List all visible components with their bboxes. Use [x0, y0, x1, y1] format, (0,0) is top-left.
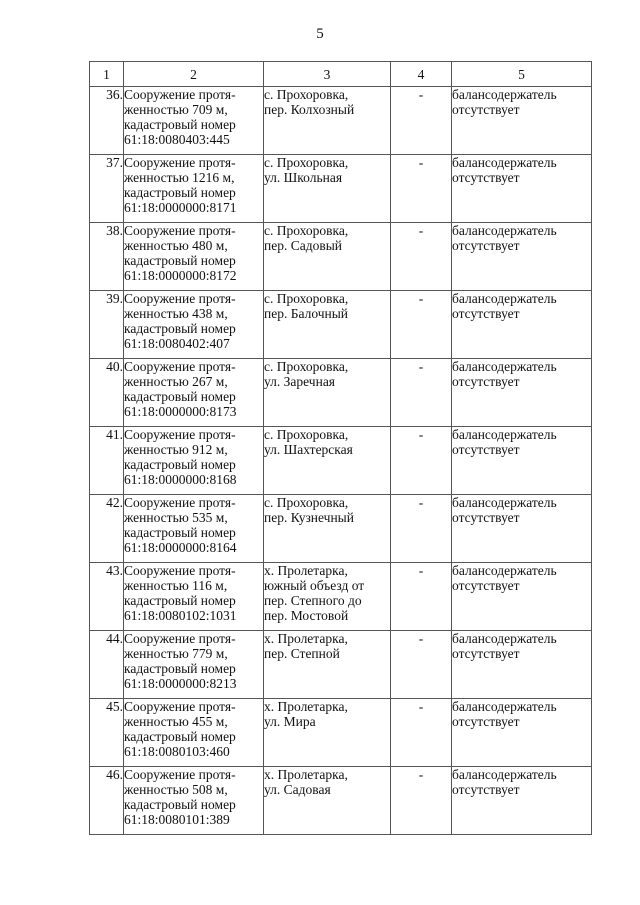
balance-holder	[452, 359, 592, 427]
column-4-value	[391, 427, 452, 495]
object-description	[124, 699, 264, 767]
object-description-text: Сооружение протя- женностью 709 м, кадастровый номер 61:18:0080403:445	[124, 87, 236, 147]
object-description-text: Сооружение протя- женностью 779 м, кадастровый номер 61:18:0000000:8213	[124, 631, 237, 691]
row-number	[90, 495, 124, 563]
column-4-value	[391, 291, 452, 359]
column-4-value-text: -	[418, 223, 424, 238]
balance-holder	[452, 223, 592, 291]
object-description	[124, 359, 264, 427]
column-4-value	[391, 699, 452, 767]
table-row	[90, 767, 592, 835]
object-address-text: с. Прохоровка, пер. Балочный	[264, 291, 349, 321]
object-address	[264, 563, 391, 631]
row-number-text: 44.	[106, 631, 123, 646]
balance-holder	[452, 631, 592, 699]
object-description	[124, 223, 264, 291]
column-header: 5	[452, 62, 592, 87]
row-number-text: 36.	[106, 87, 123, 102]
object-description-text: Сооружение протя- женностью 535 м, кадастровый номер 61:18:0000000:8164	[124, 495, 237, 555]
object-description-text: Сооружение протя- женностью 1216 м, кадастровый номер 61:18:0000000:8171	[124, 155, 237, 215]
property-registry-table	[89, 61, 592, 835]
column-4-value	[391, 223, 452, 291]
object-address	[264, 223, 391, 291]
balance-holder	[452, 699, 592, 767]
balance-holder	[452, 495, 592, 563]
column-4-value	[391, 767, 452, 835]
object-address	[264, 427, 391, 495]
balance-holder-text: балансодержатель отсутствует	[452, 495, 557, 525]
row-number-text: 42.	[106, 495, 123, 510]
table-row	[90, 359, 592, 427]
row-number-text: 39.	[106, 291, 123, 306]
column-4-value	[391, 359, 452, 427]
object-address-text: с. Прохоровка, пер. Колхозный	[264, 87, 355, 117]
column-4-value	[391, 87, 452, 155]
row-number-text: 45.	[106, 699, 123, 714]
table-row	[90, 291, 592, 359]
object-address	[264, 767, 391, 835]
row-number	[90, 427, 124, 495]
balance-holder-text: балансодержатель отсутствует	[452, 699, 557, 729]
column-number-row	[90, 62, 592, 87]
object-description	[124, 767, 264, 835]
table-row	[90, 155, 592, 223]
row-number-text: 41.	[106, 427, 123, 442]
row-number	[90, 291, 124, 359]
column-4-value-text: -	[418, 563, 424, 578]
column-header: 2	[124, 62, 264, 87]
balance-holder	[452, 767, 592, 835]
row-number-text: 40.	[106, 359, 123, 374]
balance-holder-text: балансодержатель отсутствует	[452, 631, 557, 661]
row-number-text: 46.	[106, 767, 123, 782]
object-address	[264, 359, 391, 427]
object-description	[124, 427, 264, 495]
column-4-value-text: -	[418, 359, 424, 374]
object-description-text: Сооружение протя- женностью 912 м, кадастровый номер 61:18:0000000:8168	[124, 427, 237, 487]
object-description-text: Сооружение протя- женностью 508 м, кадастровый номер 61:18:0080101:389	[124, 767, 236, 827]
column-header: 4	[391, 62, 452, 87]
object-address-text: х. Пролетарка, ул. Мира	[264, 699, 348, 729]
object-address	[264, 699, 391, 767]
column-4-value	[391, 155, 452, 223]
object-address	[264, 87, 391, 155]
object-address	[264, 155, 391, 223]
object-address-text: х. Пролетарка, пер. Степной	[264, 631, 348, 661]
row-number-text: 37.	[106, 155, 123, 170]
table-row	[90, 427, 592, 495]
table-row	[90, 495, 592, 563]
balance-holder	[452, 155, 592, 223]
balance-holder	[452, 563, 592, 631]
object-description	[124, 291, 264, 359]
row-number	[90, 631, 124, 699]
balance-holder-text: балансодержатель отсутствует	[452, 155, 557, 185]
row-number	[90, 223, 124, 291]
object-description	[124, 563, 264, 631]
object-description	[124, 495, 264, 563]
object-address-text: х. Пролетарка, ул. Садовая	[264, 767, 348, 797]
column-4-value-text: -	[418, 767, 424, 782]
object-description-text: Сооружение протя- женностью 267 м, кадастровый номер 61:18:0000000:8173	[124, 359, 237, 419]
table-row	[90, 699, 592, 767]
row-number	[90, 563, 124, 631]
object-address-text: с. Прохоровка, пер. Садовый	[264, 223, 349, 253]
object-description	[124, 631, 264, 699]
balance-holder-text: балансодержатель отсутствует	[452, 359, 557, 389]
object-address-text: с. Прохоровка, ул. Школьная	[264, 155, 349, 185]
balance-holder-text: балансодержатель отсутствует	[452, 427, 557, 457]
balance-holder-text: балансодержатель отсутствует	[452, 767, 557, 797]
column-4-value-text: -	[418, 87, 424, 102]
page-number: 5	[316, 26, 324, 42]
row-number-text: 38.	[106, 223, 123, 238]
row-number	[90, 359, 124, 427]
balance-holder	[452, 87, 592, 155]
row-number-text: 43.	[106, 563, 123, 578]
column-header: 1	[90, 62, 124, 87]
object-description-text: Сооружение протя- женностью 438 м, кадастровый номер 61:18:0080402:407	[124, 291, 236, 351]
row-number	[90, 87, 124, 155]
row-number	[90, 699, 124, 767]
balance-holder-text: балансодержатель отсутствует	[452, 563, 557, 593]
row-number	[90, 155, 124, 223]
balance-holder-text: балансодержатель отсутствует	[452, 291, 557, 321]
table-body	[90, 62, 592, 835]
column-4-value	[391, 495, 452, 563]
column-4-value	[391, 563, 452, 631]
column-4-value-text: -	[418, 495, 424, 510]
table-row	[90, 87, 592, 155]
table-row	[90, 563, 592, 631]
balance-holder	[452, 291, 592, 359]
column-4-value-text: -	[418, 291, 424, 306]
balance-holder-text: балансодержатель отсутствует	[452, 87, 557, 117]
table-row	[90, 631, 592, 699]
column-4-value	[391, 631, 452, 699]
object-description-text: Сооружение протя- женностью 455 м, кадастровый номер 61:18:0080103:460	[124, 699, 236, 759]
row-number	[90, 767, 124, 835]
object-description-text: Сооружение протя- женностью 116 м, кадастровый номер 61:18:0080102:1031	[124, 563, 237, 623]
object-address	[264, 291, 391, 359]
object-address	[264, 631, 391, 699]
object-description-text: Сооружение протя- женностью 480 м, кадастровый номер 61:18:0000000:8172	[124, 223, 237, 283]
balance-holder	[452, 427, 592, 495]
object-description	[124, 155, 264, 223]
object-description	[124, 87, 264, 155]
balance-holder-text: балансодержатель отсутствует	[452, 223, 557, 253]
object-address-text: х. Пролетарка, южный объезд от пер. Степного до пер. Мостовой	[264, 563, 365, 623]
column-4-value-text: -	[418, 631, 424, 646]
column-header: 3	[264, 62, 391, 87]
object-address	[264, 495, 391, 563]
column-4-value-text: -	[418, 155, 424, 170]
object-address-text: с. Прохоровка, ул. Заречная	[264, 359, 349, 389]
table-row	[90, 223, 592, 291]
column-4-value-text: -	[418, 699, 424, 714]
object-address-text: с. Прохоровка, пер. Кузнечный	[264, 495, 354, 525]
column-4-value-text: -	[418, 427, 424, 442]
object-address-text: с. Прохоровка, ул. Шахтерская	[264, 427, 353, 457]
